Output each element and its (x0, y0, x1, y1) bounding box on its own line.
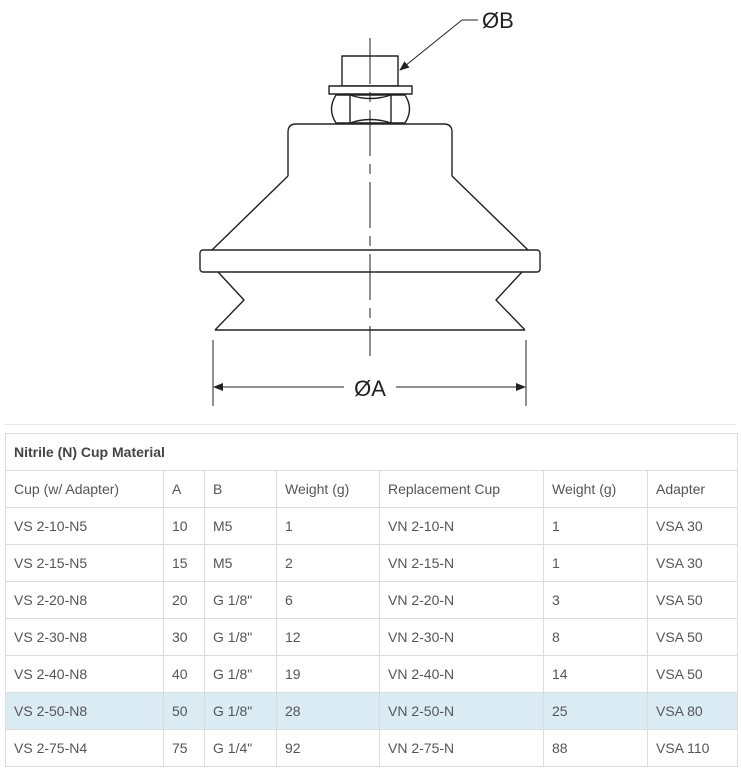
cell-replacement-weight: 88 (544, 730, 648, 767)
cell-replacement-weight: 3 (544, 582, 648, 619)
cone-left (212, 176, 288, 250)
cell-cup: VS 2-50-N8 (6, 693, 164, 730)
cell-replacement-cup: VN 2-30-N (380, 619, 544, 656)
cell-replacement-cup: VN 2-15-N (380, 545, 544, 582)
bellows-lip-right (496, 272, 525, 330)
cell-a: 75 (164, 730, 205, 767)
cell-b: G 1/8" (205, 582, 277, 619)
cell-cup: VS 2-10-N5 (6, 508, 164, 545)
cell-a: 10 (164, 508, 205, 545)
cell-b: G 1/8" (205, 619, 277, 656)
cell-adapter: VSA 30 (648, 545, 738, 582)
cell-cup: VS 2-30-N8 (6, 619, 164, 656)
col-header-cup: Cup (w/ Adapter) (6, 471, 164, 508)
cell-cup: VS 2-15-N5 (6, 545, 164, 582)
table-row (6, 656, 738, 693)
cell-replacement-cup: VN 2-75-N (380, 730, 544, 767)
table-row (6, 545, 738, 582)
cell-a: 15 (164, 545, 205, 582)
cell-b: G 1/8" (205, 693, 277, 730)
cell-weight: 2 (277, 545, 380, 582)
cell-cup: VS 2-75-N4 (6, 730, 164, 767)
cell-b: M5 (205, 545, 277, 582)
col-header-weight: Weight (g) (277, 471, 380, 508)
cell-weight: 12 (277, 619, 380, 656)
cell-adapter: VSA 110 (648, 730, 738, 767)
cell-weight: 92 (277, 730, 380, 767)
col-header-replacement-cup: Replacement Cup (380, 471, 544, 508)
cell-replacement-cup: VN 2-10-N (380, 508, 544, 545)
table-header-row (6, 471, 738, 508)
label-dim-b: ØB (482, 8, 514, 33)
cell-weight: 6 (277, 582, 380, 619)
cell-cup: VS 2-20-N8 (6, 582, 164, 619)
cell-weight: 28 (277, 693, 380, 730)
cell-weight: 1 (277, 508, 380, 545)
cell-a: 50 (164, 693, 205, 730)
cell-b: M5 (205, 508, 277, 545)
cell-b: G 1/4" (205, 730, 277, 767)
table-row (6, 730, 738, 767)
table-row (6, 619, 738, 656)
cell-a: 20 (164, 582, 205, 619)
cell-adapter: VSA 50 (648, 582, 738, 619)
col-header-a: A (164, 471, 205, 508)
cell-replacement-cup: VN 2-50-N (380, 693, 544, 730)
table-row (6, 508, 738, 545)
cell-adapter: VSA 80 (648, 693, 738, 730)
cell-replacement-weight: 1 (544, 545, 648, 582)
cell-replacement-cup: VN 2-40-N (380, 656, 544, 693)
cell-replacement-weight: 8 (544, 619, 648, 656)
cone-right (452, 176, 528, 250)
col-header-adapter: Adapter (648, 471, 738, 508)
cell-adapter: VSA 50 (648, 619, 738, 656)
cell-b: G 1/8" (205, 656, 277, 693)
table-row (6, 582, 738, 619)
cell-replacement-cup: VN 2-20-N (380, 582, 544, 619)
cell-replacement-weight: 1 (544, 508, 648, 545)
table-title: Nitrile (N) Cup Material (6, 434, 738, 471)
cell-adapter: VSA 30 (648, 508, 738, 545)
table-title-row (6, 434, 738, 471)
col-header-b: B (205, 471, 277, 508)
cell-replacement-weight: 25 (544, 693, 648, 730)
cell-a: 30 (164, 619, 205, 656)
section-divider (5, 424, 735, 425)
label-dim-a: ØA (354, 376, 386, 401)
cell-a: 40 (164, 656, 205, 693)
cell-replacement-weight: 14 (544, 656, 648, 693)
cell-adapter: VSA 50 (648, 656, 738, 693)
spec-table (5, 433, 738, 767)
col-header-replacement-weight: Weight (g) (544, 471, 648, 508)
cell-cup: VS 2-40-N8 (6, 656, 164, 693)
bellows-lip-left (215, 272, 244, 330)
dim-b-leader (400, 20, 462, 70)
table-row-highlighted (6, 693, 738, 730)
cell-weight: 19 (277, 656, 380, 693)
